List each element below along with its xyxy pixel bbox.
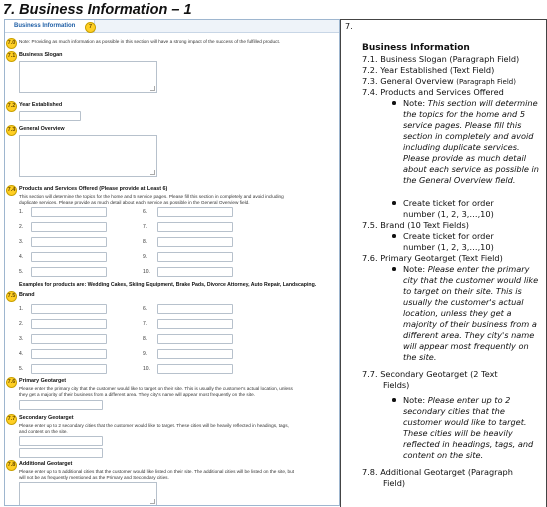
brand-num: 10.: [143, 366, 150, 372]
product-num: 6.: [143, 209, 148, 215]
brand-input-7[interactable]: [157, 319, 233, 329]
outline-note-7-4-line: [403, 109, 525, 120]
secondary-input-2[interactable]: [19, 448, 103, 458]
outline-note-7-6-line: [403, 264, 529, 275]
brand-num: 3.: [19, 336, 24, 342]
slogan-label: Business Slogan: [19, 52, 63, 58]
additional-textarea[interactable]: [19, 482, 157, 506]
secondary-label: Secondary Geotarget: [19, 415, 74, 421]
overview-badge: 7.3: [6, 125, 17, 136]
outline-ticket-7-5: number (1, 2, 3,…,10): [403, 242, 494, 252]
outline-item-7-3-type: (Paragraph Field): [456, 78, 516, 86]
outline-note-7-7-line: [403, 395, 510, 406]
outline-ticket-7-4: number (1, 2, 3,…,10): [403, 209, 494, 219]
primary-label: Primary Geotarget: [19, 378, 67, 384]
outline-note-7-6-line: [403, 286, 522, 297]
outline-note-text: the site.: [403, 352, 437, 362]
outline-note-text: content on the site.: [403, 450, 484, 460]
outline-number: 7.: [345, 22, 353, 31]
outline-note-7-4-line: [403, 164, 539, 175]
outline-note-text: usually the customer's actual: [403, 297, 524, 307]
outline-note-7-6-line: [403, 275, 538, 286]
products-badge: 7.4: [6, 185, 17, 196]
bullet-icon: [392, 234, 396, 238]
outline-note-text: majority of their business from a: [403, 319, 537, 329]
note-text: Note: Providing as much information as possible in this section will have a strong impact of the success of the fulfilled product.: [19, 39, 281, 44]
product-input-8[interactable]: [157, 237, 233, 247]
outline-note-text: secondary cities that the: [403, 406, 505, 416]
year-label: Year Established: [19, 102, 63, 108]
product-num: 8.: [143, 239, 148, 245]
outline-note-7-6-line: [403, 297, 524, 308]
note-badge: 7.0: [6, 38, 17, 49]
outline-note-7-7-line: [403, 417, 527, 428]
product-input-9[interactable]: [157, 252, 233, 262]
outline-note-7-6-line: [403, 330, 534, 341]
page-heading: 7. Business Information – 1: [3, 2, 192, 18]
outline-item-7-4: 7.4. Products and Services Offered: [362, 87, 504, 97]
outline-note-7-4-line: [403, 142, 520, 153]
outline-note-7-6-line: [403, 308, 511, 319]
outline-note-7-4-line: [403, 175, 515, 186]
outline-note-7-6-line: [403, 341, 529, 352]
brand-input-2[interactable]: [31, 319, 107, 329]
bullet-icon: [392, 101, 396, 105]
secondary-badge: 7.7: [6, 414, 17, 425]
outline-ticket-7-4: Create ticket for order: [403, 198, 494, 208]
products-label: Products and Services Offered (Please provide at Least 6): [19, 186, 168, 192]
brand-num: 1.: [19, 306, 24, 312]
products-examples: Examples for products are: Wedding Cakes, Skiing Equipment, Brake Pads, Divorce Attorney, Auto Repair, Landscaping.: [19, 282, 317, 288]
brand-num: 7.: [143, 321, 148, 327]
brand-input-1[interactable]: [31, 304, 107, 314]
bullet-icon: [392, 201, 396, 205]
brand-num: 5.: [19, 366, 24, 372]
outline-panel: [340, 19, 547, 507]
bullet-icon: [392, 267, 396, 271]
outline-item-7-7: 7.7. Secondary Geotarget (2 Text: [362, 369, 498, 379]
product-num: 10.: [143, 269, 150, 275]
product-num: 2.: [19, 224, 24, 230]
product-input-10[interactable]: [157, 267, 233, 277]
brand-input-6[interactable]: [157, 304, 233, 314]
outline-note-text: to target on their site. This is: [403, 286, 522, 296]
outline-note-7-7-line: [403, 406, 505, 417]
outline-note-7-7-line: [403, 450, 483, 461]
outline-note-text: the General Overview field.: [403, 175, 516, 185]
outline-item-7-1: 7.1. Business Slogan (Paragraph Field): [362, 54, 520, 64]
year-input[interactable]: [19, 111, 81, 121]
outline-note-text: reflected in headings, tags, and: [403, 439, 534, 449]
outline-note-7-4-line: [403, 98, 538, 109]
bullet-icon: [392, 398, 396, 402]
outline-note-text: These cities will be heavily: [403, 428, 513, 438]
brand-badge: 7.5: [6, 291, 17, 302]
outline-item-7-5: 7.5. Brand (10 Text Fields): [362, 220, 469, 230]
brand-num: 8.: [143, 336, 148, 342]
brand-input-10[interactable]: [157, 364, 233, 374]
brand-input-9[interactable]: [157, 349, 233, 359]
outline-item-7-7-cont: Fields): [383, 380, 410, 390]
outline-note-text: section in completely and avoid: [403, 131, 534, 141]
slogan-textarea[interactable]: [19, 61, 157, 93]
secondary-input-1[interactable]: [19, 436, 103, 446]
product-input-7[interactable]: [157, 222, 233, 232]
outline-note-text: the topics for the home and 5: [403, 109, 526, 119]
outline-note-7-7-line: [403, 439, 533, 450]
additional-label: Additional Geotarget: [19, 461, 73, 467]
outline-item-7-8-cont: Field): [383, 478, 406, 488]
outline-note-text: location, unless they get a: [403, 308, 512, 318]
outline-note-text: Please enter the primary: [427, 264, 530, 274]
product-num: 3.: [19, 239, 24, 245]
product-num: 9.: [143, 254, 148, 260]
outline-note-text: Please provide as much detail: [403, 153, 527, 163]
outline-item-7-8: 7.8. Additional Geotarget (Paragraph: [362, 467, 513, 477]
product-num: 5.: [19, 269, 24, 275]
outline-note-text: service pages. Please fill this: [403, 120, 522, 130]
brand-label: Brand: [19, 292, 35, 298]
product-input-6[interactable]: [157, 207, 233, 217]
outline-note-text: including duplicate services.: [403, 142, 520, 152]
additional-desc-1: Please enter up to 5 additional cities that the customer would like listed on their site. The additional cities will be listed on the site, but: [19, 469, 295, 474]
tab-badge: 7: [85, 22, 96, 33]
additional-badge: 7.8: [6, 460, 17, 471]
brand-input-3[interactable]: [31, 334, 107, 344]
outline-note-text: different area. They city's name: [403, 330, 535, 340]
outline-note-text: city that the customer would like: [403, 275, 539, 285]
tab-business-information[interactable]: Business Information: [5, 20, 95, 32]
outline-note-text: Please enter up to 2: [427, 395, 511, 405]
slogan-badge: 7.1: [6, 51, 17, 62]
outline-note-label: Note:: [403, 98, 428, 108]
outline-note-text: will appear most frequently on: [403, 341, 529, 351]
outline-note-7-6-line: [403, 319, 537, 330]
overview-label: General Overview: [19, 126, 65, 132]
outline-note-label: Note:: [403, 264, 428, 274]
additional-desc-2: will not be as frequently mentioned as the Primary and Secondary cities.: [19, 475, 169, 480]
primary-desc-1: Please enter the primary city that the customer would like to target on their site. This is usually the customer's actual location, unless: [19, 386, 293, 391]
product-input-1[interactable]: [31, 207, 107, 217]
outline-note-7-4-line: [403, 153, 526, 164]
brand-num: 2.: [19, 321, 24, 327]
product-num: 1.: [19, 209, 24, 215]
outline-note-7-4-line: [403, 120, 521, 131]
outline-item-7-3-text: 7.3. General Overview: [362, 76, 457, 86]
outline-note-7-7-line: [403, 428, 513, 439]
primary-input[interactable]: [19, 400, 103, 410]
outline-note-text: about each service as possible in: [403, 164, 539, 174]
outline-item-7-6: 7.6. Primary Geotarget (Text Field): [362, 253, 503, 263]
product-input-3[interactable]: [31, 237, 107, 247]
brand-num: 6.: [143, 306, 148, 312]
product-input-4[interactable]: [31, 252, 107, 262]
brand-num: 9.: [143, 351, 148, 357]
brand-num: 4.: [19, 351, 24, 357]
brand-input-8[interactable]: [157, 334, 233, 344]
outline-note-label: Note:: [403, 395, 428, 405]
overview-textarea[interactable]: [19, 135, 157, 177]
outline-item-7-2: 7.2. Year Established (Text Field): [362, 65, 495, 75]
form-panel: [4, 19, 340, 506]
outline-ticket-7-5: Create ticket for order: [403, 231, 494, 241]
products-desc-1: This section will determine the topics for the home and 5 service pages. Please fill this section in completely and avoid including: [19, 194, 284, 199]
secondary-desc-2: and content on the site.: [19, 429, 68, 434]
secondary-desc-1: Please enter up to 2 secondary cities that the customer would like to target. These cities will be heavily reflected in headings, tags,: [19, 423, 289, 428]
product-num: 4.: [19, 254, 24, 260]
year-badge: 7.2: [6, 101, 17, 112]
outline-note-text: This section will determine: [427, 98, 538, 108]
outline-note-7-4-line: [403, 131, 533, 142]
outline-note-7-6-line: [403, 352, 436, 363]
primary-badge: 7.6: [6, 377, 17, 388]
brand-input-4[interactable]: [31, 349, 107, 359]
outline-note-text: customer would like to target.: [403, 417, 527, 427]
products-desc-2: duplicate services. Please provide as much detail about each service as possible in the General Overview field.: [19, 200, 250, 205]
product-input-5[interactable]: [31, 267, 107, 277]
primary-desc-2: they get a majority of their business from a different area. They city's name will appear most frequently on the site.: [19, 392, 255, 397]
product-num: 7.: [143, 224, 148, 230]
product-input-2[interactable]: [31, 222, 107, 232]
outline-title: Business Information: [362, 43, 470, 53]
tab-bar: [5, 20, 339, 33]
brand-input-5[interactable]: [31, 364, 107, 374]
